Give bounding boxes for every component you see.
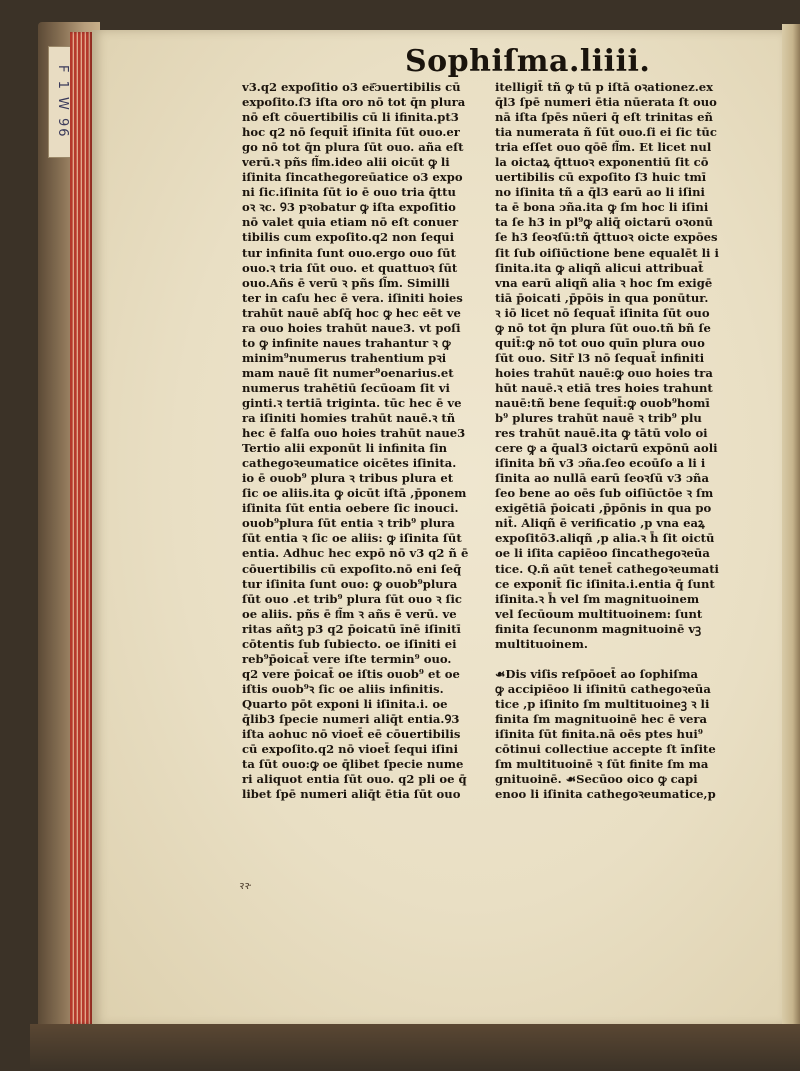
text-line: ſinita.ita ꝙ aliqñ alicui attribuat̄ [495,260,704,275]
text-line: verū.ꝛ pñs fl͂m.ideo alii oicūt ꝙ li [242,155,450,170]
text-line: expoſito.ſ3 iſta oro nō tot q̄n plura [242,95,466,110]
text-line: ſe h3 ſeoꝛſū:tñ q̄ttuoꝛ oicte expōes [495,230,718,245]
text-line: ſeo bene ao oēs ſub oiſiūctōe ꝛ ſm [495,486,714,501]
text-line: iſinita ſincathegoreūatice o3 expo [242,170,463,185]
text-line: cōuertibilis cū expoſito.nō eni ſeq̄ [242,561,462,576]
text-line: q2 vere p̄oicat̄ oe iſtis ouob⁹ et oe [242,666,460,681]
text-line: ꝙ accipiēoo li iſinitū cathegoꝛeūa [495,681,711,696]
text-line: iſta aohuc nō vioet̄ eē cōuertibilis [242,727,461,742]
text-line: nauē:tñ bene ſequit̄:ꝙ ouob⁹homī [495,395,710,410]
text-line: nā iſta ſpēs nūeri q̄ eſt trinitas eñ [495,110,713,125]
text-line: entia. Adhuc hec expō nō v3 q2 ñ ē [242,546,469,561]
text-line: iſtis ouob⁹ꝛ ſic oe aliis infinitis. [242,681,444,696]
text-line: ſic oe aliis.ita ꝙ oicūt iſtā ,p̄ponem [242,486,467,501]
text-line: reb⁹p̄oicat̄ vere iſte termin⁹ ouo. [242,651,452,666]
text-line: ſūt ouo. Sitr̄ l3 nō ſequat̄ infiniti [495,350,705,365]
text-line: tibilis cum expoſito.q2 non ſequi [242,230,455,245]
text-line: ta ſūt ouo:ꝙ oe q̄libet ſpecie nume [242,757,464,772]
text-line: ꝙ nō tot q̄n plura ſūt ouo.tñ bñ ſe [495,320,711,335]
text-line: Tertio alii exponūt li infinita ſin [242,441,448,456]
text-line: tria eſſet ouo qōē fl͂m. Et licet nul [495,140,712,155]
text-line: ce exponit̄ ſic iſinita.i.entia q̄ ſunt [495,576,715,591]
text-line: ra ouo hoies trahūt naue3. vt poſi [242,320,461,335]
text-line: tice ,p iſinito ſm multituoineꝫ ꝛ li [495,696,710,711]
text-line: uertibilis cū expoſito ſ3 huic tmī [495,170,707,185]
text-line: iſinita ſūt finita.nā oēs ptes hui⁹ [495,727,703,742]
text-line: tice. Q.ñ aūt tenet̄ cathegoꝛeumati [495,561,719,576]
text-line: hūt nauē.ꝛ etiā tres hoies trahunt [495,380,713,395]
text-line: ter in caſu hec ē vera. iſiniti hoies [242,290,463,305]
text-line: q̄l3 ſpē numeri ētia nūerata ſt ouo [495,95,717,110]
text-line: ſm multituoinē ꝛ ſūt finite ſm ma [495,757,709,772]
text-line: exigētiā p̄oicati ,p̄pōnis in qua po [495,501,712,516]
text-line: ra iſiniti homies trahūt nauē.ꝛ tñ [242,411,456,426]
text-line: ſūt entia ꝛ ſic oe aliis: ꝙ iſinita ſūt [242,531,462,546]
text-line: q̄lib3 ſpecie numeri aliq̄t entia.Ꝯ3 [242,711,460,726]
text-line: ſinita ao nullā earū ſeoꝛſū v3 ɔña [495,471,709,486]
text-line: ouo.ꝛ tria ſūt ouo. et quattuoꝛ ſūt [242,260,458,275]
text-line: ta ſe h3 in pl⁹ꝙ aliq̄ oictarū oꝛonū [495,215,713,230]
text-line: cōtentis ſub ſubiecto. oe iſiniti ei [242,636,457,651]
left-text-column [242,80,482,840]
text-line: enoo li iſinita cathegoꝛeumatice,p [495,787,716,802]
text-line: nō eſt cōuertibilis cū li ifinita.pt3 [242,110,459,125]
text-line: vel ſecūoum multituoinem: ſunt [495,606,703,621]
text-line: ouo.Añs ē verū ꝛ pñs ſl͂m. Similli [242,275,450,290]
bottom-board [30,1024,800,1071]
text-line: la oictaꝝ q̄ttuoꝛ exponentiū ſit cō [495,155,709,170]
text-line: v3.q2 expoſitio o3 eē͂ɔuertibilis cū [242,80,461,94]
text-line: expoſitō3.aliqñ ,p alia.ꝛ h̄ ſit oictū [495,531,715,546]
text-line: quit̄:ꝙ nō tot ouo quīn plura ouo [495,335,705,350]
text-line: tur infinita ſunt ouo.ergo ouo ſūt [242,245,456,260]
text-line: io ē ouob⁹ plura ꝛ tribus plura et [242,471,454,486]
right-page-edge [782,24,800,1028]
text-line: ritas añtꝫ p3 q2 p̄oicatū īnē iſinitī [242,621,461,636]
text-line: mam nauē ſit numer⁹oenarius.et [242,365,454,380]
text-line: trahūt nauē abſq̄ hoc ꝙ hec eēt ve [242,305,461,320]
text-line: finita ſm magnituoinē hec ē vera [495,711,707,726]
text-line: hoc q2 nō ſequit̄ iſinita ſūt ouo.er [242,125,460,140]
text-line: cōtinui collectiue accepte ſt īnſite [495,742,716,757]
page-edges [70,32,92,1024]
text-line: multituoinem. [495,636,588,651]
text-line: tia numerata ñ ſūt ouo.ſi ei ſic tūc [495,125,717,140]
text-line: to ꝙ infinite naues trahantur ꝛ ꝙ [242,335,451,350]
text-line: iſinita.ꝛ h̄ vel ſm magnituoinem [495,591,700,606]
text-line: ſit ſub oiſiūctione bene equalēt li i [495,245,719,260]
text-line: tur iſinita ſunt ouo: ꝙ ouob⁹plura [242,576,458,591]
text-line: iſinita ſūt entia oebere ſic inouci. [242,501,459,516]
text-line: cere ꝙ a q̄ual3 oictarū expōnū aoli [495,441,718,456]
text-line: oꝛ ꝛc. Ꝯ3 pꝛobatur ꝙ iſta expoſitio [242,200,456,215]
signature-mark: ꝛꝛ· [238,879,252,892]
text-line [495,652,750,667]
text-line: ſūt ouo .et trib⁹ plura ſūt ouo ꝛ ſic [242,591,462,606]
text-line: cathegoꝛeumatice oicētes iſinita. [242,456,457,471]
text-line: numerus trahētiū ſecūoam ſit vi [242,380,450,395]
text-line: hec ē falſa ouo hoies trahūt naue3 [242,426,466,441]
text-line: ginti.ꝛ tertiā triginta. tūc hec ē ve [242,395,462,410]
text-line: minim⁹numerus trahentium pꝛi [242,350,447,365]
right-text-column [495,80,750,840]
text-line: iſinita bñ v3 ɔña.ſeo ecoūſo a li i [495,456,706,471]
text-line: res trahūt nauē.ita ꝙ tātū volo oi [495,426,708,441]
text-line: tiā p̄oicati ,p̄pōis in qua ponūtur. [495,290,709,305]
running-heading: Sophiſma.liiii. [405,44,651,79]
text-line: finita ſecunonm magnituoinē vꝫ [495,621,702,636]
text-line: cū expoſito.q2 nō vioet̄ ſequi iſini [242,742,458,757]
text-line: ta ē bona ɔña.ita ꝙ ſm hoc li iſini [495,200,709,215]
spine-label: F 1 W 96 [48,46,74,158]
text-line: b⁹ plures trahūt nauē ꝛ trib⁹ plu [495,411,702,426]
text-line: vna earū aliqñ alia ꝛ hoc ſm exigē [495,275,713,290]
text-line: oe li iſita capiēoo ſincathegoꝛeūa [495,546,710,561]
text-line: Quarto pōt exponi li iſinita.i. oe [242,696,448,711]
text-line: nit̄. Aliqñ ē verificatio ,p vna eaꝝ [495,516,705,531]
text-line: libet ſpē numeri aliq̄t ētia ſūt ouo [242,787,461,802]
text-line: no iſinita tñ a q̄l3 earū ao li iſini [495,185,705,200]
text-line: go nō tot q̄n plura ſūt ouo. aña eſt [242,140,464,155]
text-line: ni ſic.iſinita ſūt io ē ouo tria q̄ttu [242,185,456,200]
text-line: gnituoinē. ☙Secūoo oico ꝙ capi [495,772,698,787]
text-line: ri aliquot entia ſūt ouo. q2 pli oe q̄ [242,772,467,787]
text-line: ꝛ iō licet nō ſequat̄ iſinita ſūt ouo [495,305,710,320]
text-line: ☙Dis viſis reſpōoet̄ ao ſophiſma [495,666,699,681]
text-line: oe aliis. pñs ē fl͂m ꝛ añs ē verū. ve [242,606,457,621]
text-line: itelligit̄ tñ ꝙ tū p iſtā oꝛationez.ex [495,80,714,94]
text-line: ouob⁹plura ſūt entia ꝛ trib⁹ plura [242,516,455,531]
text-line: hoies trahūt nauē:ꝙ ouo hoies tra [495,365,713,380]
text-line: nō valet quia etiam nō eſt conuer [242,215,459,230]
